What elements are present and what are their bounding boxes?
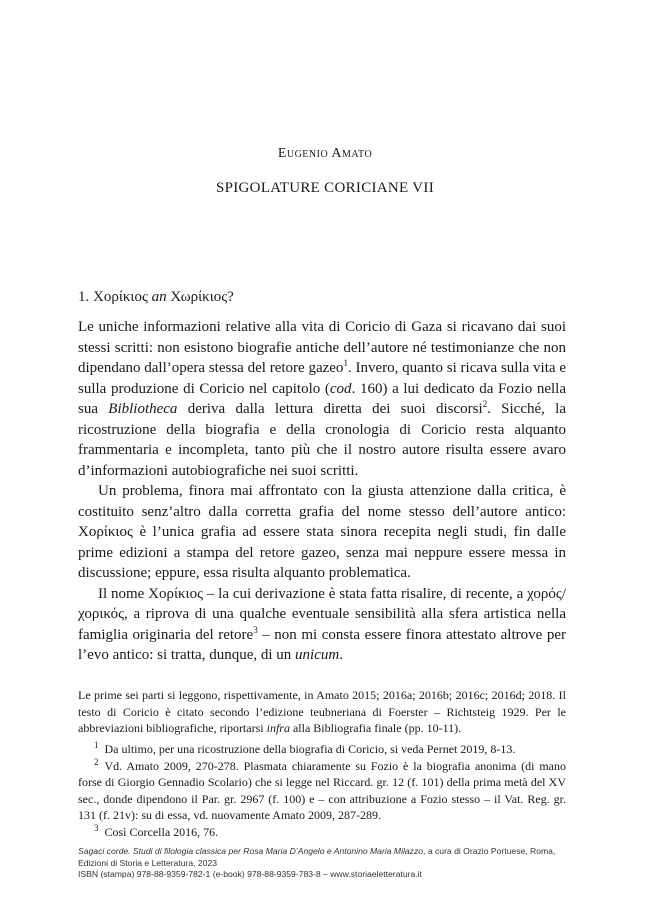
imprint-volume-title: Sagaci corde. Studi di filologia classica per Rosa Maria D’Angelo e Antonino Maria Milazzo — [78, 846, 424, 856]
footnote-1 — [78, 741, 566, 758]
imprint-line-1-rest: , a cura di Orazio Portuese, Roma, — [423, 846, 556, 856]
paragraph-1-text-e: . Sicché, la ricostruzione della biografia e della cronologia di Coricio resta alquanto frammentaria e incompleta, tanto più che il nostro autore risulta essere avaro d’informazioni autobiografiche nei suoi scritti. — [78, 401, 567, 479]
paragraph-1-text-c: . 160) a lui dedicato da Fozio nella sua — [78, 380, 566, 417]
footnote-ref-1[interactable]: 1 — [343, 358, 348, 368]
publication-imprint — [78, 846, 578, 881]
footnote-text: Da ultimo, per una ricostruzione della biografia di Coricio, si veda Pernet 2019, 8-13. — [104, 742, 516, 756]
notes-intro-text-a: Le prime sei parti si leggono, rispettivamente, in Amato 2015; 2016a; 2016b; 2016c; 2016d; 2018. Il testo di Coricio è citato secondo l’edizione teubneriana di Foerster – Richtsteig 1929. Per le abbreviazioni bibliografiche, riportarsi — [78, 688, 566, 735]
paragraph-1-text-b: . Invero, quanto si ricava sulla vita e sulla produzione di Coricio nel capitolo ( — [78, 360, 566, 397]
paragraph-1-text-a: Le uniche informazioni relative alla vita di Coricio di Gaza si ricavano dai suoi stessi scritti: non esistono biografie antiche dell’autore né testimonianze che non dipendano dall’opera stessa del retore gazeo — [78, 319, 566, 376]
imprint-line-2: Edizioni di Storia e Letteratura, 2023 — [78, 857, 218, 868]
paragraph-2: Un problema, finora mai affrontato con la giusta attenzione dalla critica, è costituito senz’altro dalla corretta grafia del nome stesso dell’autore antico: Χορίκιος è l’unica grafia ad essere stata sinora recepita negli studi, fin dalle prime edizioni a stampa del retore gazeo, senza mai neppure essere messa in discussione; eppure, essa risulta alquanto problematica. — [78, 483, 566, 581]
notes-intro-infra: infra — [266, 721, 290, 735]
footnote-text: Così Corcella 2016, 76. — [104, 824, 219, 839]
paragraph-3 — [78, 584, 566, 666]
paragraph-3-text-c: . — [339, 647, 343, 663]
section-number: 1. — [78, 289, 90, 305]
section-heading-greek-a: Χορίκιος — [93, 289, 148, 305]
footnote-text: Vd. Amato 2009, 270-278. Plasmata chiaramente su Fozio è la biografia anonima (di mano forse di Giorgio Gennadio Scolario) che si legge nel Riccard. gr. 12 (f. 101) della prima metà del XV sec., donde dipendono il Par. gr. 2967 (f. 100) e – con attribuzione a Fozio stesso – il Vat. Reg. gr. 131 (f. 21v): su di essa, vd. nuovamente Amato 2009, 287-289. — [78, 758, 566, 822]
notes-intro-text-b: alla Bibliografia finale (pp. 10-11). — [289, 721, 462, 735]
paragraph-3-text-a: Il nome Χορίκιος – la cui derivazione è stata fatta risalire, di recente, a χορός/χορικός, a riprova di una qualche eventuale sensibilità alla sfera artistica nella famiglia originaria del retore — [78, 585, 566, 643]
footnote-2 — [78, 758, 566, 824]
imprint-line-3: ISBN (stampa) 978-88-9359-782-1 (e-book) 978-88-9359-783-8 – www.storiaeletteratura.it — [78, 869, 422, 879]
paragraph-1-cod: cod — [329, 380, 352, 397]
footnote-ref-2[interactable]: 2 — [482, 399, 488, 409]
footnote-number: 3 — [94, 822, 99, 833]
notes-intro — [78, 687, 566, 737]
body-text — [78, 317, 566, 666]
imprint-line-1 — [78, 846, 578, 858]
paragraph-1-text-d: deriva dalla lettura diretta dei suoi discorsi — [177, 401, 483, 417]
footnote-3 — [78, 824, 566, 841]
section-heading-an: an — [151, 289, 167, 305]
section-heading-greek-b: Χωρίκιος? — [170, 289, 234, 305]
author-name — [0, 146, 650, 162]
footnote-number: 2 — [94, 756, 99, 767]
paragraph-3-unicum: unicum — [295, 647, 340, 663]
section-heading — [78, 289, 234, 306]
paragraph-3-text-b: – non mi consta essere finora attestato altrove per l’evo antico: si tratta, dunque, di un — [78, 626, 566, 663]
footnote-number: 1 — [94, 740, 99, 750]
footnotes — [78, 741, 566, 840]
author-name-text: Eugenio Amato — [277, 146, 373, 161]
paragraph-1-bibliotheca: Bibliotheca — [108, 401, 178, 417]
footnote-ref-3[interactable]: 3 — [253, 624, 258, 635]
article-title: SPIGOLATURE CORICIANE VII — [215, 180, 435, 196]
paragraph-1 — [78, 317, 566, 481]
